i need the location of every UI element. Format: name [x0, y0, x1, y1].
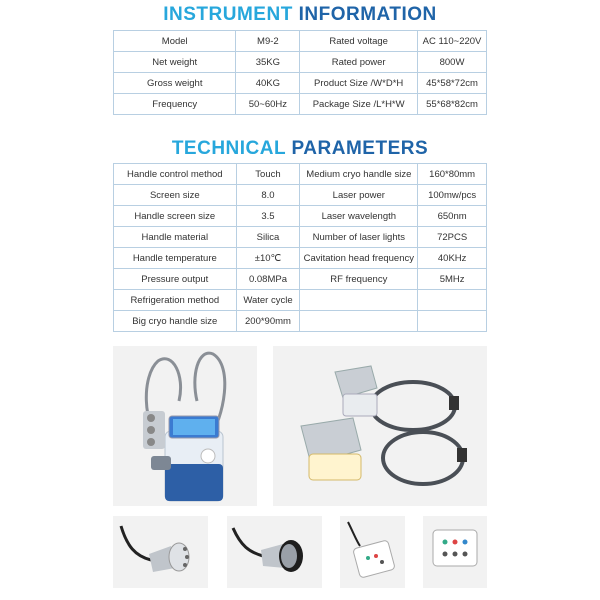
param-label: RF frequency: [300, 269, 418, 290]
technical-parameters-table: [113, 163, 487, 332]
table-row: [114, 227, 487, 248]
param-label: Refrigeration method: [114, 290, 237, 311]
param-label: Handle material: [114, 227, 237, 248]
param-label: Handle temperature: [114, 248, 237, 269]
param-label: Screen size: [114, 185, 237, 206]
table-row: [114, 185, 487, 206]
param-label: Medium cryo handle size: [300, 164, 418, 185]
technical-parameters-heading: [0, 138, 600, 160]
param-value: [418, 311, 487, 332]
heading-part-1: INSTRUMENT: [163, 4, 293, 25]
heading-part-2: PARAMETERS: [291, 138, 429, 159]
param-value: 40KHz: [418, 248, 487, 269]
param-value: 55*68*82cm: [418, 94, 487, 115]
param-value: 40KG: [236, 73, 300, 94]
param-value: Touch: [236, 164, 300, 185]
param-value: 3.5: [236, 206, 300, 227]
param-label: [300, 290, 418, 311]
table-row: [114, 269, 487, 290]
table-row: [114, 248, 487, 269]
param-value: 8.0: [236, 185, 300, 206]
param-label: Big cryo handle size: [114, 311, 237, 332]
param-label: Model: [114, 31, 236, 52]
param-value: 200*90mm: [236, 311, 300, 332]
heading-part-1: TECHNICAL: [171, 138, 286, 159]
param-label: Rated voltage: [300, 31, 418, 52]
param-label: Laser power: [300, 185, 418, 206]
param-value: 0.08MPa: [236, 269, 300, 290]
param-label: Gross weight: [114, 73, 236, 94]
param-value: ±10℃: [236, 248, 300, 269]
param-label: Product Size /W*D*H: [300, 73, 418, 94]
param-label: Package Size /L*H*W: [300, 94, 418, 115]
param-value: Silica: [236, 227, 300, 248]
param-value: 650nm: [418, 206, 487, 227]
machine-photo: [113, 346, 257, 506]
rf-probe-photo: [113, 516, 208, 588]
table-row: [114, 94, 487, 115]
param-label: Handle screen size: [114, 206, 237, 227]
param-label: Number of laser lights: [300, 227, 418, 248]
param-label: Cavitation head frequency: [300, 248, 418, 269]
heading-part-2: INFORMATION: [298, 4, 437, 25]
param-value: [418, 290, 487, 311]
table-row: [114, 73, 487, 94]
param-value: 45*58*72cm: [418, 73, 487, 94]
param-label: Laser wavelength: [300, 206, 418, 227]
table-row: [114, 52, 487, 73]
remote-photo-2: [423, 516, 487, 588]
table-row: [114, 164, 487, 185]
table-row: [114, 31, 487, 52]
param-value: 35KG: [236, 52, 300, 73]
param-label: Frequency: [114, 94, 236, 115]
param-value: 160*80mm: [418, 164, 487, 185]
instrument-information-heading: [0, 4, 600, 26]
param-value: 50~60Hz: [236, 94, 300, 115]
cryo-handles-photo: [273, 346, 487, 506]
param-value: Water cycle: [236, 290, 300, 311]
param-value: 800W: [418, 52, 487, 73]
param-label: [300, 311, 418, 332]
cavitation-probe-photo: [227, 516, 322, 588]
param-value: AC 110~220V: [418, 31, 487, 52]
param-label: Pressure output: [114, 269, 237, 290]
param-value: 100mw/pcs: [418, 185, 487, 206]
param-value: 72PCS: [418, 227, 487, 248]
param-label: Rated power: [300, 52, 418, 73]
table-row: [114, 290, 487, 311]
param-label: Net weight: [114, 52, 236, 73]
remote-photo-1: [340, 516, 405, 588]
instrument-information-table: [113, 30, 487, 115]
param-value: 5MHz: [418, 269, 487, 290]
table-row: [114, 206, 487, 227]
table-row: [114, 311, 487, 332]
param-label: Handle control method: [114, 164, 237, 185]
param-value: M9-2: [236, 31, 300, 52]
